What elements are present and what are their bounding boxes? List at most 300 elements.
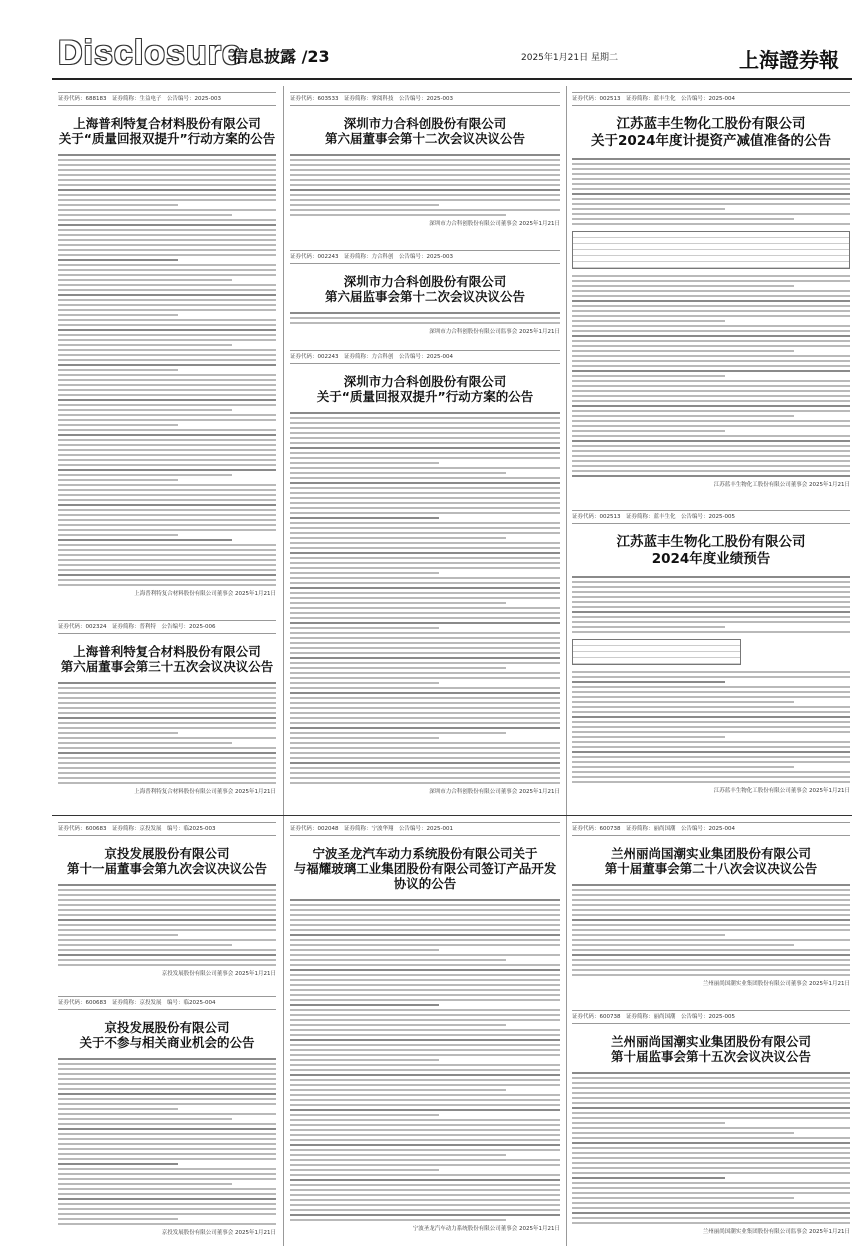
text-line bbox=[290, 777, 560, 779]
text-line bbox=[290, 929, 560, 931]
text-line bbox=[58, 894, 276, 896]
column-divider bbox=[566, 86, 567, 1246]
article-code-bar: 证券代码：002243 证券简称：力合科创 公告编号：2025-004 bbox=[290, 350, 560, 364]
text-line bbox=[58, 284, 276, 286]
text-line bbox=[290, 1029, 560, 1031]
text-line bbox=[58, 564, 276, 566]
text-line bbox=[290, 732, 506, 734]
text-line bbox=[290, 557, 560, 559]
text-line bbox=[572, 691, 850, 693]
text-line bbox=[58, 697, 276, 699]
text-line bbox=[58, 299, 276, 301]
text-line bbox=[58, 219, 276, 221]
text-line bbox=[572, 1082, 850, 1084]
text-line bbox=[58, 209, 276, 211]
text-line bbox=[572, 163, 850, 165]
text-line bbox=[58, 687, 276, 689]
article-signature: 京投发展股份有限公司董事会 2025年1月21日 bbox=[161, 1230, 276, 1236]
text-line bbox=[290, 432, 560, 434]
text-line bbox=[290, 652, 560, 654]
text-line bbox=[290, 612, 560, 614]
text-line bbox=[572, 924, 850, 926]
text-line bbox=[572, 395, 850, 397]
text-line bbox=[58, 194, 276, 196]
text-line bbox=[572, 596, 850, 598]
text-line bbox=[58, 199, 276, 201]
text-line bbox=[58, 732, 178, 734]
text-line bbox=[290, 727, 560, 729]
text-line bbox=[290, 587, 560, 589]
text-line bbox=[290, 437, 560, 439]
text-line bbox=[572, 425, 850, 427]
text-line bbox=[290, 1209, 560, 1211]
text-line bbox=[58, 184, 276, 186]
text-line bbox=[58, 939, 276, 941]
text-line bbox=[572, 671, 850, 673]
text-line bbox=[58, 439, 276, 441]
text-line bbox=[58, 1178, 276, 1180]
text-line bbox=[572, 776, 850, 778]
text-line bbox=[58, 884, 276, 886]
text-line bbox=[290, 1129, 560, 1131]
text-line bbox=[58, 339, 276, 341]
text-line bbox=[290, 1109, 560, 1111]
text-line bbox=[290, 1044, 560, 1046]
text-line bbox=[290, 204, 439, 206]
text-line bbox=[58, 1098, 276, 1100]
text-line bbox=[58, 229, 276, 231]
text-line bbox=[290, 1059, 439, 1061]
text-line bbox=[290, 909, 560, 911]
text-line bbox=[58, 429, 276, 431]
article-signature: 深圳市力合科创股份有限公司监事会 2025年1月21日 bbox=[429, 329, 560, 335]
text-line bbox=[290, 969, 560, 971]
text-line bbox=[58, 752, 276, 754]
text-line bbox=[58, 254, 276, 256]
text-line bbox=[290, 159, 560, 161]
text-line bbox=[290, 737, 439, 739]
text-line bbox=[290, 199, 560, 201]
text-line bbox=[290, 1054, 560, 1056]
text-line bbox=[572, 275, 850, 277]
text-line bbox=[290, 174, 560, 176]
text-line bbox=[290, 422, 560, 424]
article-signature: 江苏蓝丰生物化工股份有限公司董事会 2025年1月21日 bbox=[713, 788, 850, 794]
text-line bbox=[58, 169, 276, 171]
text-line bbox=[572, 475, 850, 477]
text-line bbox=[290, 592, 560, 594]
text-line bbox=[290, 924, 560, 926]
text-line bbox=[290, 742, 560, 744]
text-line bbox=[290, 607, 560, 609]
text-line bbox=[58, 314, 178, 316]
text-line bbox=[58, 569, 276, 571]
text-line bbox=[572, 1127, 850, 1129]
text-line bbox=[572, 1117, 850, 1119]
text-line bbox=[58, 484, 276, 486]
text-line bbox=[572, 290, 850, 292]
article-title-line: 江苏蓝丰生物化工股份有限公司 bbox=[616, 116, 806, 132]
text-line bbox=[58, 1083, 276, 1085]
article bbox=[290, 92, 560, 242]
text-line bbox=[58, 494, 276, 496]
text-line bbox=[290, 1039, 560, 1041]
article-signature: 江苏蓝丰生物化工股份有限公司董事会 2025年1月21日 bbox=[713, 482, 850, 488]
text-line bbox=[572, 450, 850, 452]
text-line bbox=[572, 909, 850, 911]
article-title bbox=[58, 116, 276, 146]
text-line bbox=[572, 586, 850, 588]
text-line bbox=[572, 1092, 850, 1094]
article-title bbox=[58, 644, 276, 674]
article-code-bar: 证券代码：002324 证券简称：普利特 公告编号：2025-006 bbox=[58, 620, 276, 634]
article-body-text bbox=[58, 884, 276, 966]
text-line bbox=[572, 405, 850, 407]
text-line bbox=[572, 1197, 794, 1199]
text-line bbox=[58, 414, 276, 416]
text-line bbox=[58, 1138, 276, 1140]
text-line bbox=[290, 527, 560, 529]
article-title bbox=[290, 374, 560, 404]
text-line bbox=[58, 929, 276, 931]
article-signature: 兰州丽尚国潮实业集团股份有限公司董事会 2025年1月21日 bbox=[702, 981, 850, 987]
text-line bbox=[58, 459, 276, 461]
article-title-line: 2024年度业绩预告 bbox=[651, 551, 771, 567]
text-line bbox=[290, 507, 560, 509]
text-line bbox=[58, 424, 178, 426]
text-line bbox=[58, 154, 276, 156]
text-line bbox=[572, 1137, 850, 1139]
text-line bbox=[572, 203, 850, 205]
text-line bbox=[58, 712, 276, 714]
text-line bbox=[572, 681, 725, 683]
text-line bbox=[290, 472, 506, 474]
text-line bbox=[572, 445, 850, 447]
text-line bbox=[290, 447, 560, 449]
article-signature: 宁波圣龙汽车动力系统股份有限公司董事会 2025年1月21日 bbox=[412, 1226, 560, 1232]
text-line bbox=[58, 324, 276, 326]
text-line bbox=[572, 741, 850, 743]
text-line bbox=[290, 682, 439, 684]
text-line bbox=[290, 412, 560, 414]
text-line bbox=[58, 584, 276, 586]
text-line bbox=[572, 435, 850, 437]
text-line bbox=[572, 1112, 850, 1114]
text-line bbox=[290, 512, 560, 514]
text-line bbox=[58, 1213, 276, 1215]
text-line bbox=[290, 1174, 560, 1176]
text-line bbox=[572, 611, 850, 613]
text-line bbox=[290, 567, 560, 569]
text-line bbox=[290, 312, 560, 314]
text-line bbox=[290, 537, 506, 539]
text-line bbox=[58, 762, 276, 764]
text-line bbox=[572, 706, 850, 708]
text-line bbox=[290, 999, 560, 1001]
article-signature: 上海普利特复合材料股份有限公司董事会 2025年1月21日 bbox=[134, 591, 276, 597]
text-line bbox=[290, 1184, 560, 1186]
text-line bbox=[58, 1093, 276, 1095]
text-line bbox=[572, 208, 725, 210]
text-line bbox=[572, 736, 725, 738]
text-line bbox=[572, 894, 850, 896]
text-line bbox=[290, 552, 560, 554]
text-line bbox=[58, 554, 276, 556]
article-signature: 上海普利特复合材料股份有限公司董事会 2025年1月21日 bbox=[134, 789, 276, 795]
text-line bbox=[572, 766, 794, 768]
text-line bbox=[572, 701, 794, 703]
text-line bbox=[58, 279, 232, 281]
text-line bbox=[58, 722, 276, 724]
article-title bbox=[58, 846, 276, 876]
text-line bbox=[572, 576, 850, 578]
article-title bbox=[58, 1020, 276, 1050]
text-line bbox=[290, 462, 439, 464]
text-line bbox=[58, 444, 276, 446]
text-line bbox=[58, 319, 276, 321]
text-line bbox=[572, 919, 850, 921]
article-title-line: 兰州丽尚国潮实业集团股份有限公司 bbox=[610, 846, 811, 861]
text-line bbox=[58, 404, 276, 406]
article-title-line: 关于“质量回报双提升”行动方案的公告 bbox=[316, 389, 534, 404]
text-line bbox=[290, 677, 560, 679]
text-line bbox=[58, 294, 276, 296]
text-line bbox=[290, 1169, 439, 1171]
text-line bbox=[290, 214, 506, 216]
text-line bbox=[58, 479, 178, 481]
text-line bbox=[290, 989, 560, 991]
text-line bbox=[290, 522, 560, 524]
text-line bbox=[58, 224, 276, 226]
text-line bbox=[572, 285, 794, 287]
text-line bbox=[290, 1214, 560, 1216]
text-line bbox=[58, 249, 276, 251]
article-title bbox=[572, 846, 850, 876]
article-title-line: 京投发展股份有限公司 bbox=[104, 846, 230, 861]
article-title bbox=[572, 534, 850, 568]
text-line bbox=[572, 944, 794, 946]
text-line bbox=[58, 399, 276, 401]
text-line bbox=[58, 264, 276, 266]
text-line bbox=[58, 934, 178, 936]
text-line bbox=[290, 1049, 560, 1051]
text-line bbox=[572, 751, 850, 753]
text-line bbox=[290, 442, 560, 444]
text-line bbox=[290, 482, 560, 484]
text-line bbox=[58, 454, 276, 456]
text-line bbox=[290, 457, 560, 459]
text-line bbox=[58, 949, 276, 951]
text-line bbox=[572, 716, 850, 718]
text-line bbox=[58, 384, 276, 386]
text-line bbox=[58, 329, 276, 331]
text-line bbox=[290, 582, 560, 584]
masthead bbox=[0, 0, 857, 78]
article-body-text bbox=[572, 1072, 850, 1224]
text-line bbox=[572, 410, 850, 412]
text-line bbox=[290, 1199, 560, 1201]
text-line bbox=[572, 601, 850, 603]
text-line bbox=[58, 539, 232, 541]
text-line bbox=[58, 504, 276, 506]
text-line bbox=[290, 667, 506, 669]
text-line bbox=[572, 949, 850, 951]
text-line bbox=[572, 974, 850, 976]
text-line bbox=[58, 189, 276, 191]
text-line bbox=[572, 1202, 850, 1204]
text-line bbox=[290, 1084, 560, 1086]
text-line bbox=[290, 1154, 506, 1156]
text-line bbox=[290, 497, 560, 499]
text-line bbox=[290, 322, 560, 324]
text-line bbox=[572, 375, 725, 377]
text-line bbox=[572, 889, 850, 891]
article-body-text bbox=[290, 154, 560, 216]
article-title-line: 关于不参与相关商业机会的公告 bbox=[79, 1035, 255, 1050]
text-line bbox=[572, 761, 850, 763]
text-line bbox=[290, 417, 560, 419]
text-line bbox=[572, 606, 850, 608]
article-body-text bbox=[290, 899, 560, 1221]
text-line bbox=[58, 1133, 276, 1135]
text-line bbox=[572, 939, 850, 941]
text-line bbox=[58, 344, 232, 346]
text-line bbox=[572, 1172, 850, 1174]
text-line bbox=[290, 974, 560, 976]
text-line bbox=[290, 164, 560, 166]
article-title bbox=[572, 1034, 850, 1064]
text-line bbox=[572, 771, 850, 773]
text-line bbox=[290, 904, 560, 906]
text-line bbox=[572, 581, 850, 583]
text-line bbox=[572, 696, 850, 698]
text-line bbox=[572, 934, 725, 936]
text-line bbox=[58, 1103, 276, 1105]
text-line bbox=[572, 430, 725, 432]
text-line bbox=[572, 914, 850, 916]
text-line bbox=[290, 747, 560, 749]
text-line bbox=[58, 1163, 178, 1165]
text-line bbox=[58, 289, 276, 291]
data-table bbox=[572, 231, 850, 269]
text-line bbox=[290, 502, 560, 504]
text-line bbox=[290, 1139, 560, 1141]
text-line bbox=[290, 209, 560, 211]
text-line bbox=[58, 574, 276, 576]
text-line bbox=[58, 1223, 276, 1225]
text-line bbox=[290, 632, 560, 634]
text-line bbox=[58, 309, 276, 311]
article-signature: 兰州丽尚国潮实业集团股份有限公司监事会 2025年1月21日 bbox=[702, 1229, 850, 1235]
article-title bbox=[290, 274, 560, 304]
text-line bbox=[58, 359, 276, 361]
text-line bbox=[572, 440, 850, 442]
text-line bbox=[58, 1123, 276, 1125]
text-line bbox=[572, 335, 850, 337]
text-line bbox=[290, 702, 560, 704]
text-line bbox=[290, 317, 560, 319]
text-line bbox=[58, 702, 276, 704]
text-line bbox=[58, 464, 276, 466]
article-title-line: 上海普利特复合材料股份有限公司 bbox=[73, 644, 261, 659]
text-line bbox=[572, 1207, 850, 1209]
article-body-text bbox=[572, 158, 850, 477]
text-line bbox=[290, 767, 560, 769]
data-table bbox=[572, 639, 741, 665]
text-line bbox=[572, 223, 850, 225]
text-line bbox=[572, 904, 850, 906]
text-line bbox=[572, 193, 850, 195]
text-line bbox=[290, 692, 560, 694]
text-line bbox=[572, 1102, 850, 1104]
text-line bbox=[572, 178, 850, 180]
text-line bbox=[290, 1004, 439, 1006]
text-line bbox=[290, 1104, 560, 1106]
text-line bbox=[290, 602, 506, 604]
text-line bbox=[572, 1212, 850, 1214]
text-line bbox=[58, 549, 276, 551]
text-line bbox=[58, 707, 276, 709]
text-line bbox=[58, 369, 178, 371]
text-line bbox=[58, 1153, 276, 1155]
article bbox=[290, 822, 560, 1248]
article-body-text bbox=[58, 154, 276, 586]
text-line bbox=[58, 409, 232, 411]
text-line bbox=[290, 1114, 439, 1116]
text-line bbox=[290, 572, 439, 574]
article-title-line: 深圳市力合科创股份有限公司 bbox=[343, 274, 507, 289]
text-line bbox=[572, 1182, 850, 1184]
text-line bbox=[58, 954, 276, 956]
text-line bbox=[58, 304, 276, 306]
text-line bbox=[58, 379, 276, 381]
text-line bbox=[572, 591, 850, 593]
text-line bbox=[572, 884, 850, 886]
text-line bbox=[58, 274, 276, 276]
article-title-line: 京投发展股份有限公司 bbox=[104, 1020, 230, 1035]
text-line bbox=[572, 1222, 850, 1224]
text-line bbox=[290, 1099, 560, 1101]
text-line bbox=[58, 889, 276, 891]
text-line bbox=[58, 904, 276, 906]
text-line bbox=[572, 616, 850, 618]
text-line bbox=[290, 762, 560, 764]
article bbox=[290, 250, 560, 345]
text-line bbox=[58, 1113, 276, 1115]
text-line bbox=[290, 949, 439, 951]
text-line bbox=[572, 1087, 850, 1089]
article bbox=[290, 350, 560, 810]
text-line bbox=[58, 692, 276, 694]
text-line bbox=[290, 1124, 560, 1126]
text-line bbox=[572, 188, 850, 190]
text-line bbox=[572, 385, 850, 387]
text-line bbox=[290, 1019, 560, 1021]
text-line bbox=[58, 782, 276, 784]
text-line bbox=[290, 672, 560, 674]
text-line bbox=[290, 984, 560, 986]
text-line bbox=[290, 169, 560, 171]
text-line bbox=[290, 154, 560, 156]
text-line bbox=[58, 757, 276, 759]
text-line bbox=[58, 419, 276, 421]
text-line bbox=[290, 954, 560, 956]
text-line bbox=[58, 179, 276, 181]
text-line bbox=[58, 1118, 232, 1120]
text-line bbox=[290, 1194, 560, 1196]
text-line bbox=[290, 627, 439, 629]
text-line bbox=[58, 174, 276, 176]
